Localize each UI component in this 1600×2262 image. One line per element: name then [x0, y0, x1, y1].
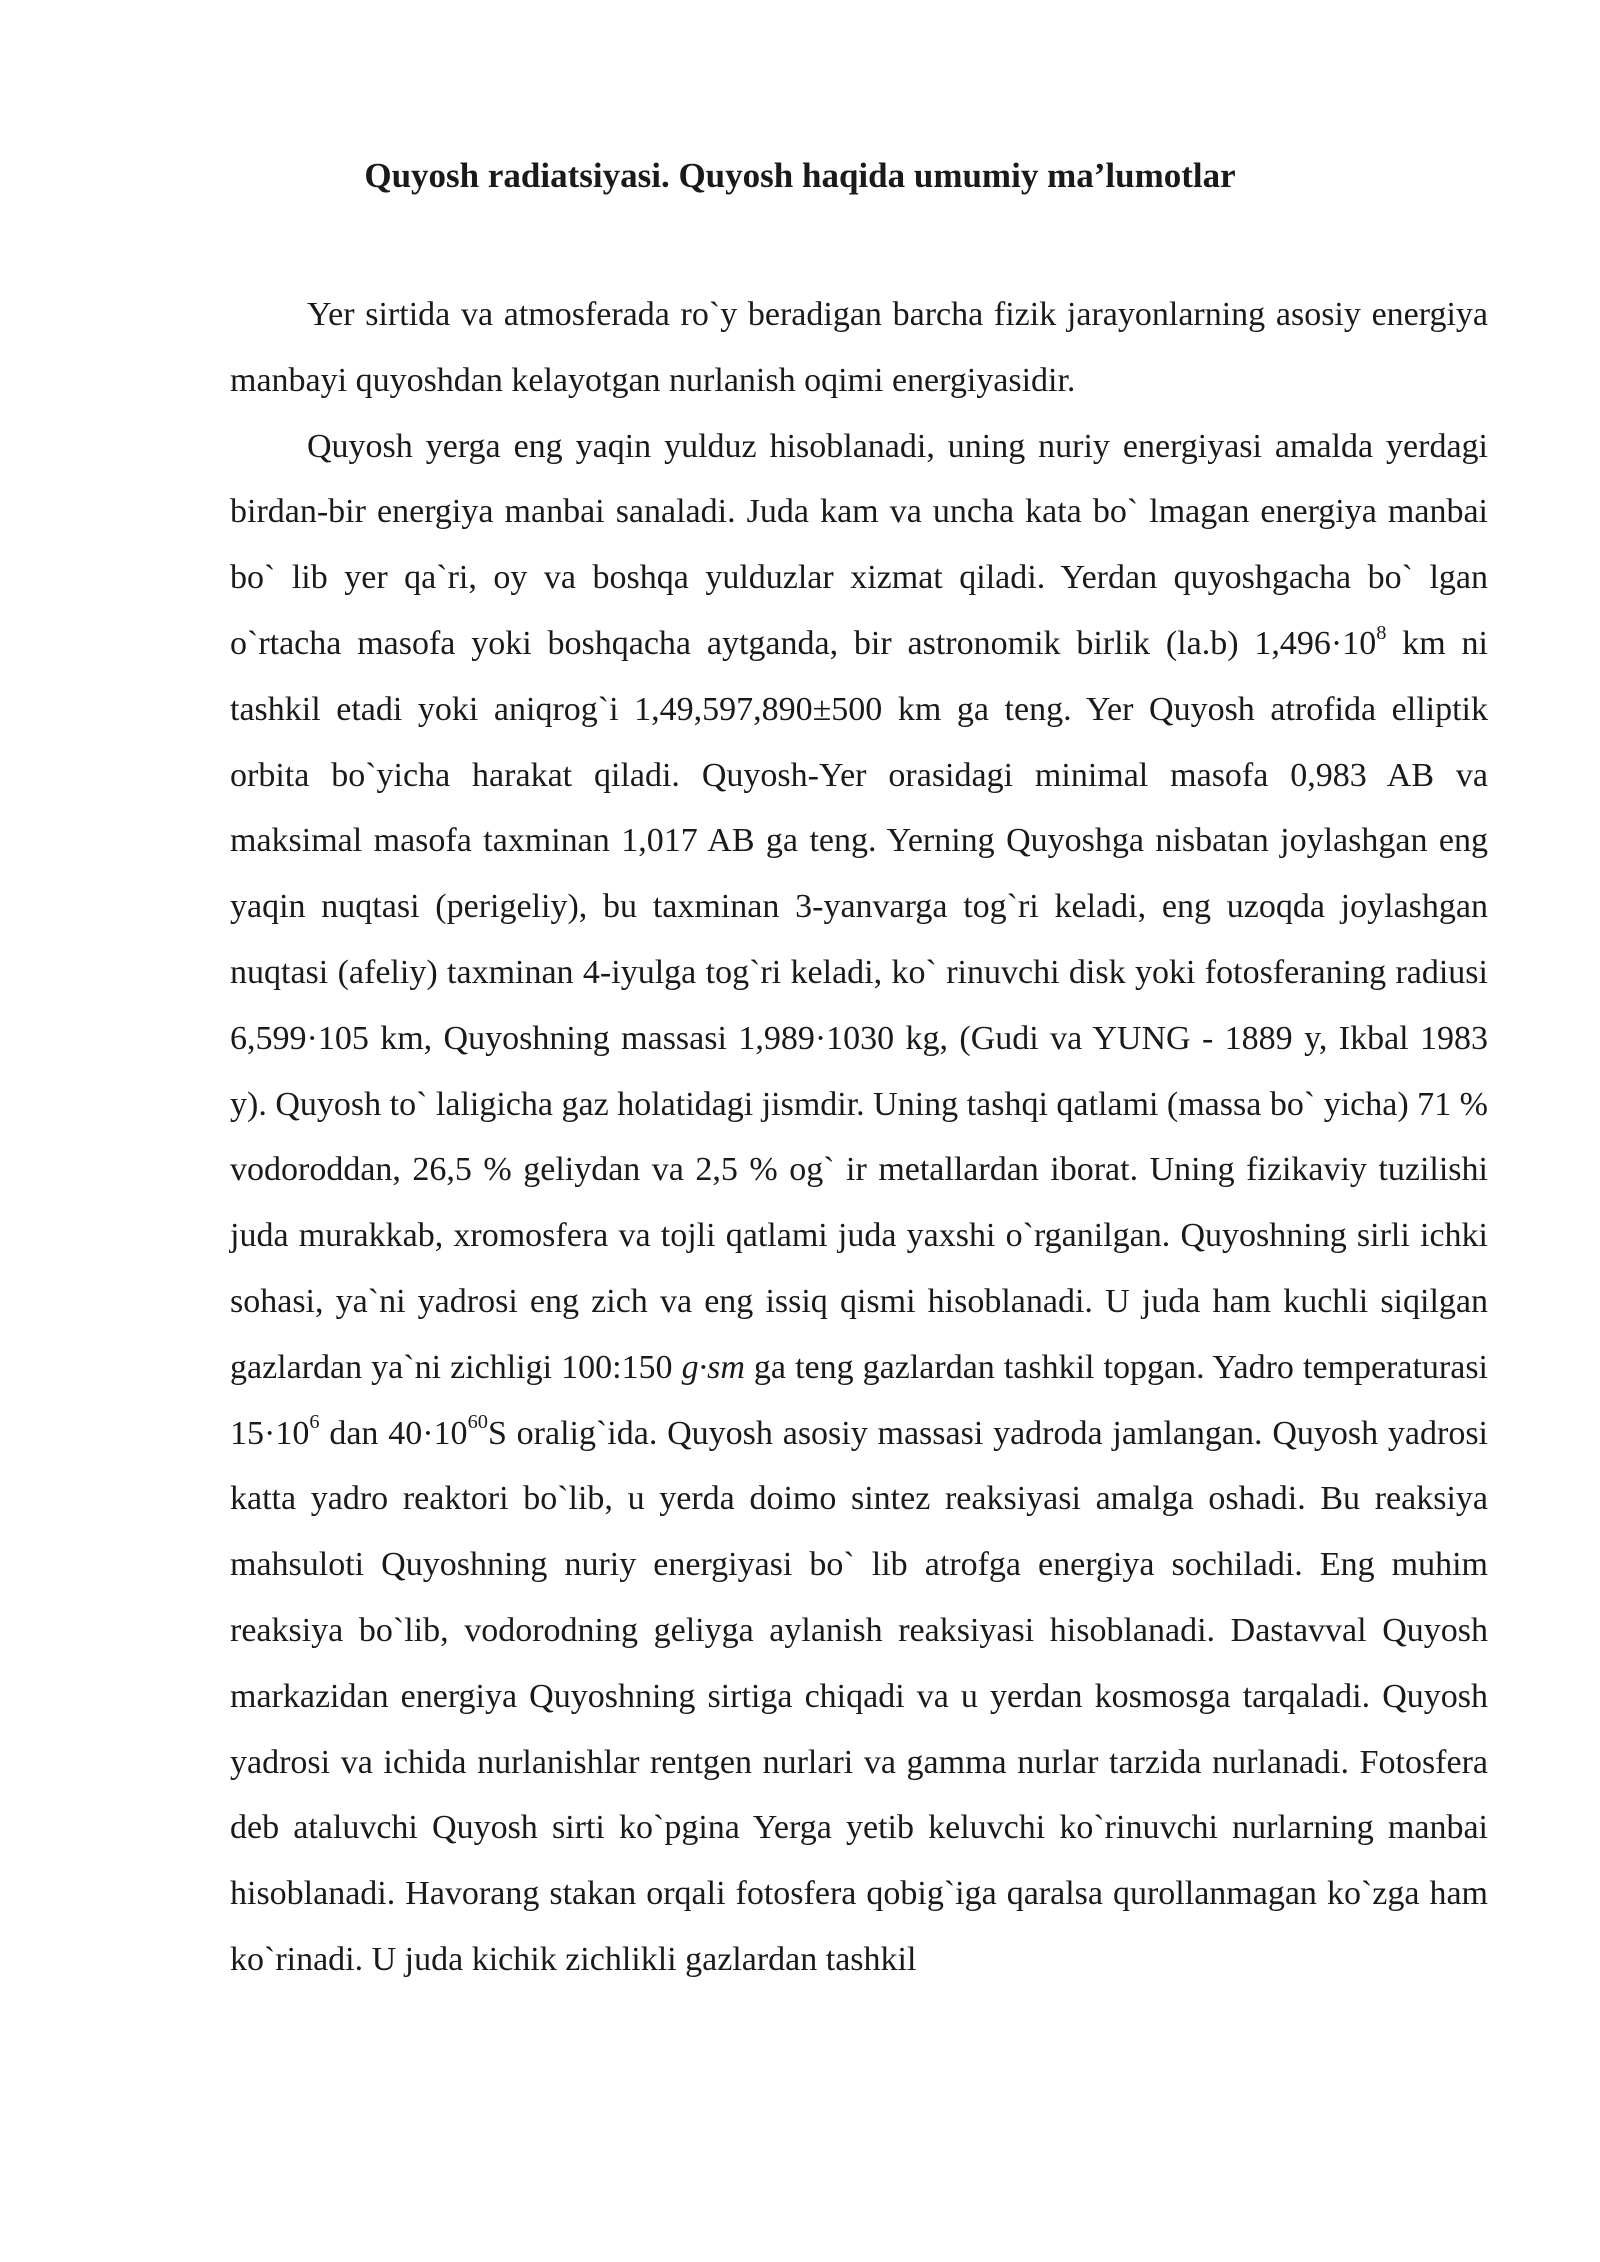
paragraph-main — [230, 414, 1488, 1993]
paragraph-main-text-4: dan 40·10 — [319, 1414, 468, 1452]
exponent-temp-low: 6 — [309, 1411, 320, 1434]
exponent-temp-high: 60 — [467, 1411, 488, 1434]
paragraph-main-text-3: ga teng gazlardan tashkil topgan. Yadro temperaturasi 15·10 — [230, 1348, 1488, 1452]
paragraph-main-text-5: S oralig`ida. Quyosh asosiy massasi yadroda jamlangan. Quyosh yadrosi katta yadro reaktori bo`lib, u yerda doimo sintez reaksiyasi amalga oshadi. Bu reaksiya mahsuloti Quyoshning nuriy energiyasi bo` lib atrofga energiya sochiladi. Eng muhim reaksiya bo`lib, vodorodning geliyga aylanish reaksiyasi hisoblanadi. Dastavval Quyosh markazidan energiya Quyoshning sirtiga chiqadi va u yerdan kosmosga tarqaladi. Quyosh yadrosi va ichida nurlanishlar rentgen nurlari va gamma nurlar tarzida nurlanadi. Fotosfera deb ataluvchi Quyosh sirti ko`pgina Yerga yetib keluvchi ko`rinuvchi nurlarning manbai hisoblanadi. Havorang stakan orqali fotosfera qobig`iga qaralsa qurollanmagan ko`zga ham ko`rinadi. U juda kichik zichlikli gazlardan tashkil — [230, 1414, 1488, 1978]
document-title: Quyosh radiatsiyasi. Quyosh haqida umumiy ma’lumotlar — [364, 156, 1236, 195]
paragraph-main-text-2: km ni tashkil etadi yoki aniqrog`i 1,49,597,890±500 km ga teng. Yer Quyosh atrofida elliptik orbita bo`yicha harakat qiladi. Quyosh-Yer orasidagi minimal masofa 0,983 AB va maksimal masofa taxminan 1,017 AB ga teng. Yerning Quyoshga nisbatan joylashgan eng yaqin nuqtasi (perigeliy), bu taxminan 3-yanvarga tog`ri keladi, eng uzoqda joylashgan nuqtasi (afeliy) taxminan 4-iyulga tog`ri keladi, ko` rinuvchi disk yoki fotosferaning radiusi 6,599·105 km, Quyoshning massasi 1,989·1030 kg, (Gudi va YUNG - 1889 y, Ikbal 1983 y). Quyosh to` laligicha gaz holatidagi jismdir. Uning tashqi qatlami (massa bo` yicha) 71 % vodoroddan, 26,5 % geliydan va 2,5 % og` ir metallardan iborat. Uning fizikaviy tuzilishi juda murakkab, xromosfera va tojli qatlami juda yaxshi o`rganilgan. Quyoshning sirli ichki sohasi, ya`ni yadrosi eng zich va eng issiq qismi hisoblanadi. U juda ham kuchli siqilgan gazlardan ya`ni zichligi 100:150 — [230, 624, 1488, 1386]
paragraph-intro: Yer sirtida va atmosferada ro`y beradigan barcha fizik jarayonlarning asosiy energiya manbayi quyoshdan kelayotgan nurlanish oqimi energiyasidir. — [230, 296, 1488, 399]
exponent-au: 8 — [1376, 621, 1387, 644]
paragraph-main-text-1: Quyosh yerga eng yaqin yulduz hisoblanadi, uning nuriy energiyasi amalda yerdagi birdan-bir energiya manbai sanaladi. Juda kam va uncha kata bo` lmagan energiya manbai bo` lib yer qa`ri, oy va boshqa yulduzlar xizmat qiladi. Yerdan quyoshgacha bo` lgan o`rtacha masofa yoki boshqacha aytganda, bir astronomik birlik (la.b) 1,496·10 — [230, 427, 1488, 662]
document-body — [230, 282, 1488, 1993]
density-unit: g·sm — [681, 1348, 745, 1386]
